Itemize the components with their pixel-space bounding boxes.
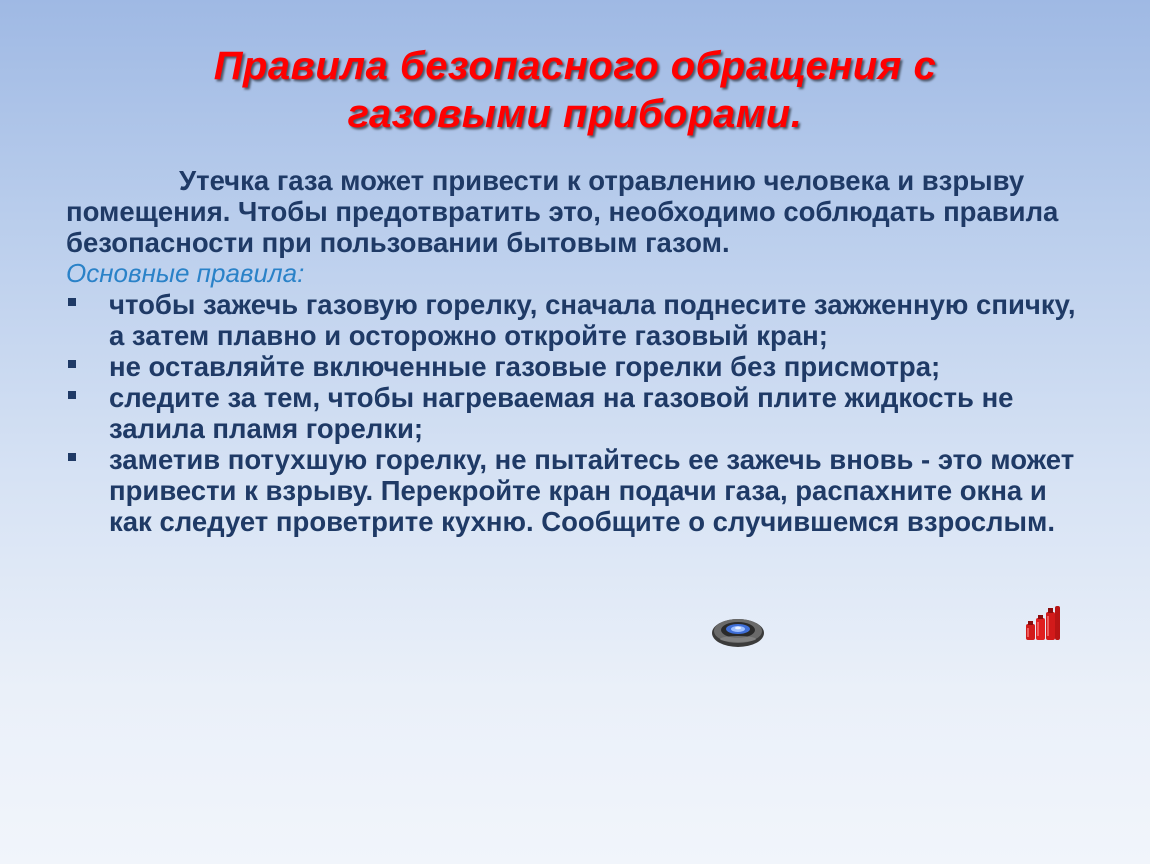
rule-text: следите за тем, чтобы нагреваемая на газовой плите жидкость не залила пламя горелки; (109, 382, 1014, 444)
square-bullet-icon (68, 391, 76, 399)
rules-heading: Основные правила: (66, 258, 305, 288)
rules-list (66, 289, 1076, 537)
list-item (66, 351, 1076, 382)
list-item (66, 382, 1076, 444)
slide-title (60, 42, 1090, 138)
square-bullet-icon (68, 360, 76, 368)
slide-content (66, 165, 1076, 537)
slide-title-line2: газовыми приборами. (347, 92, 803, 136)
gas-cylinders-icon (1024, 604, 1062, 642)
square-bullet-icon (68, 453, 76, 461)
list-item (66, 444, 1076, 537)
slide-title-line1: Правила безопасного обращения с (213, 44, 937, 88)
list-item (66, 289, 1076, 351)
rule-text: чтобы зажечь газовую горелку, сначала поднесите зажженную спичку, а затем плавно и осторожно откройте газовый кран; (109, 289, 1076, 351)
square-bullet-icon (68, 298, 76, 306)
gas-burner-icon (711, 614, 765, 648)
intro-paragraph: Утечка газа может привести к отравлению человека и взрыву помещения. Чтобы предотвратить это, необходимо соблюдать правила безопасности при пользовании бытовым газом. (66, 165, 1059, 258)
rule-text: заметив потухшую горелку, не пытайтесь ее зажечь вновь - это может привести к взрыву. Перекройте кран подачи газа, распахните окна и как следует проветрите кухню. Сообщите о случившемся взрослым. (109, 444, 1075, 537)
rule-text: не оставляйте включенные газовые горелки без присмотра; (109, 351, 941, 382)
